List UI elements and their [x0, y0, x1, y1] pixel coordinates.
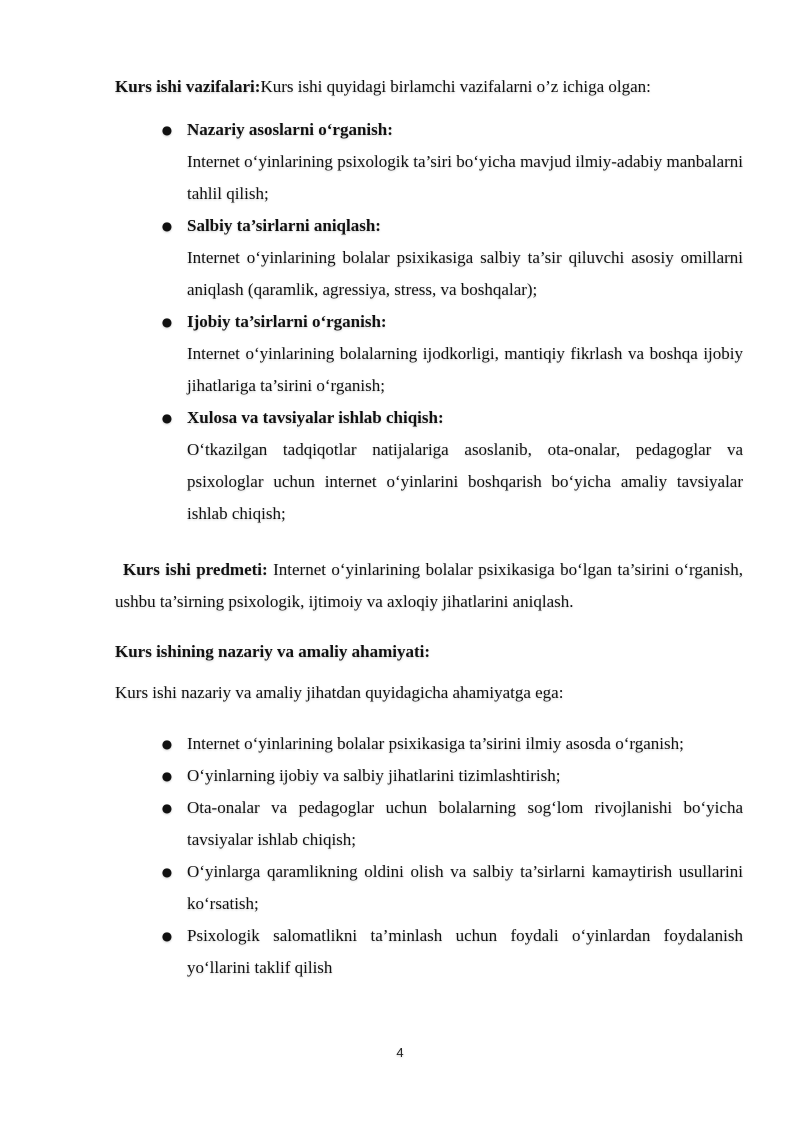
list-item-text: O‘yinlarga qaramlikning oldini olish va salbiy ta’sirlarni kamaytirish usullarini ko‘rsatish;: [187, 862, 743, 913]
tasks-paragraph: [115, 71, 743, 103]
bullet-icon: ●: [161, 769, 173, 783]
significance-intro: Kurs ishi nazariy va amaliy jihatdan quyidagicha ahamiyatga ega:: [115, 683, 564, 702]
list-item-text: Ota-onalar va pedagoglar uchun bolalarning sog‘lom rivojlanishi bo‘yicha tavsiyalar ishlab chiqish;: [187, 798, 743, 849]
list-item: [115, 792, 743, 856]
significance-list: [115, 728, 743, 984]
bullet-icon: ●: [161, 737, 173, 751]
list-item: [115, 728, 743, 760]
subject-label: Kurs ishi predmeti:: [123, 560, 268, 579]
page-number: 4: [396, 1045, 404, 1060]
list-item-text: O‘tkazilgan tadqiqotlar natijalariga asoslanib, ota-onalar, pedagoglar va psixologlar uchun internet o‘yinlarini boshqarish bo‘yicha amaliy tavsiyalar ishlab chiqish;: [187, 440, 743, 523]
list-item-text: Internet o‘yinlarining psixologik ta’siri bo‘yicha mavjud ilmiy-adabiy manbalarni tahlil qilish;: [187, 152, 743, 203]
list-item-text: Internet o‘yinlarining bolalar psixikasiga ta’sirini ilmiy asosda o‘rganish;: [187, 734, 684, 753]
list-item: [115, 856, 743, 920]
list-item-text: Internet o‘yinlarining bolalarning ijodkorligi, mantiqiy fikrlash va boshqa ijobiy jihatlariga ta’sirini o‘rganish;: [187, 344, 743, 395]
list-item: [115, 306, 743, 402]
subject-text: Internet o‘yinlarining bolalar psixikasiga bo‘lgan ta’sirini o‘rganish, ushbu ta’sirning psixologik, ijtimoiy va axloqiy jihatlarini aniqlash.: [115, 560, 744, 611]
list-item-title: Ijobiy ta’sirlarni o‘rganish:: [187, 312, 387, 331]
list-item-text: Psixologik salomatlikni ta’minlash uchun foydali o‘yinlardan foydalanish yo‘llarini taklif qilish: [187, 926, 743, 977]
significance-heading: Kurs ishining nazariy va amaliy ahamiyati:: [115, 642, 430, 661]
list-item-title: Xulosa va tavsiyalar ishlab chiqish:: [187, 408, 444, 427]
bullet-icon: ●: [161, 411, 173, 425]
list-item: [115, 114, 743, 210]
list-item: [115, 920, 743, 984]
list-item: [115, 760, 743, 792]
list-item-text: O‘yinlarning ijobiy va salbiy jihatlarini tizimlashtirish;: [187, 766, 561, 785]
list-item: [115, 210, 743, 306]
subject-paragraph: [115, 554, 743, 618]
bullet-icon: ●: [161, 315, 173, 329]
bullet-icon: ●: [161, 929, 173, 943]
tasks-label: Kurs ishi vazifalari:: [115, 77, 261, 96]
tasks-list: [115, 114, 743, 530]
list-item-title: Salbiy ta’sirlarni aniqlash:: [187, 216, 381, 235]
list-item-title: Nazariy asoslarni o‘rganish:: [187, 120, 393, 139]
bullet-icon: ●: [161, 865, 173, 879]
bullet-icon: ●: [161, 219, 173, 233]
bullet-icon: ●: [161, 801, 173, 815]
tasks-intro: Kurs ishi quyidagi birlamchi vazifalarni o’z ichiga olgan:: [260, 77, 651, 96]
bullet-icon: ●: [161, 123, 173, 137]
list-item-text: Internet o‘yinlarining bolalar psixikasiga salbiy ta’sir qiluvchi asosiy omillarni aniqlash (qaramlik, agressiya, stress, va boshqalar);: [187, 248, 743, 299]
list-item: [115, 402, 743, 530]
